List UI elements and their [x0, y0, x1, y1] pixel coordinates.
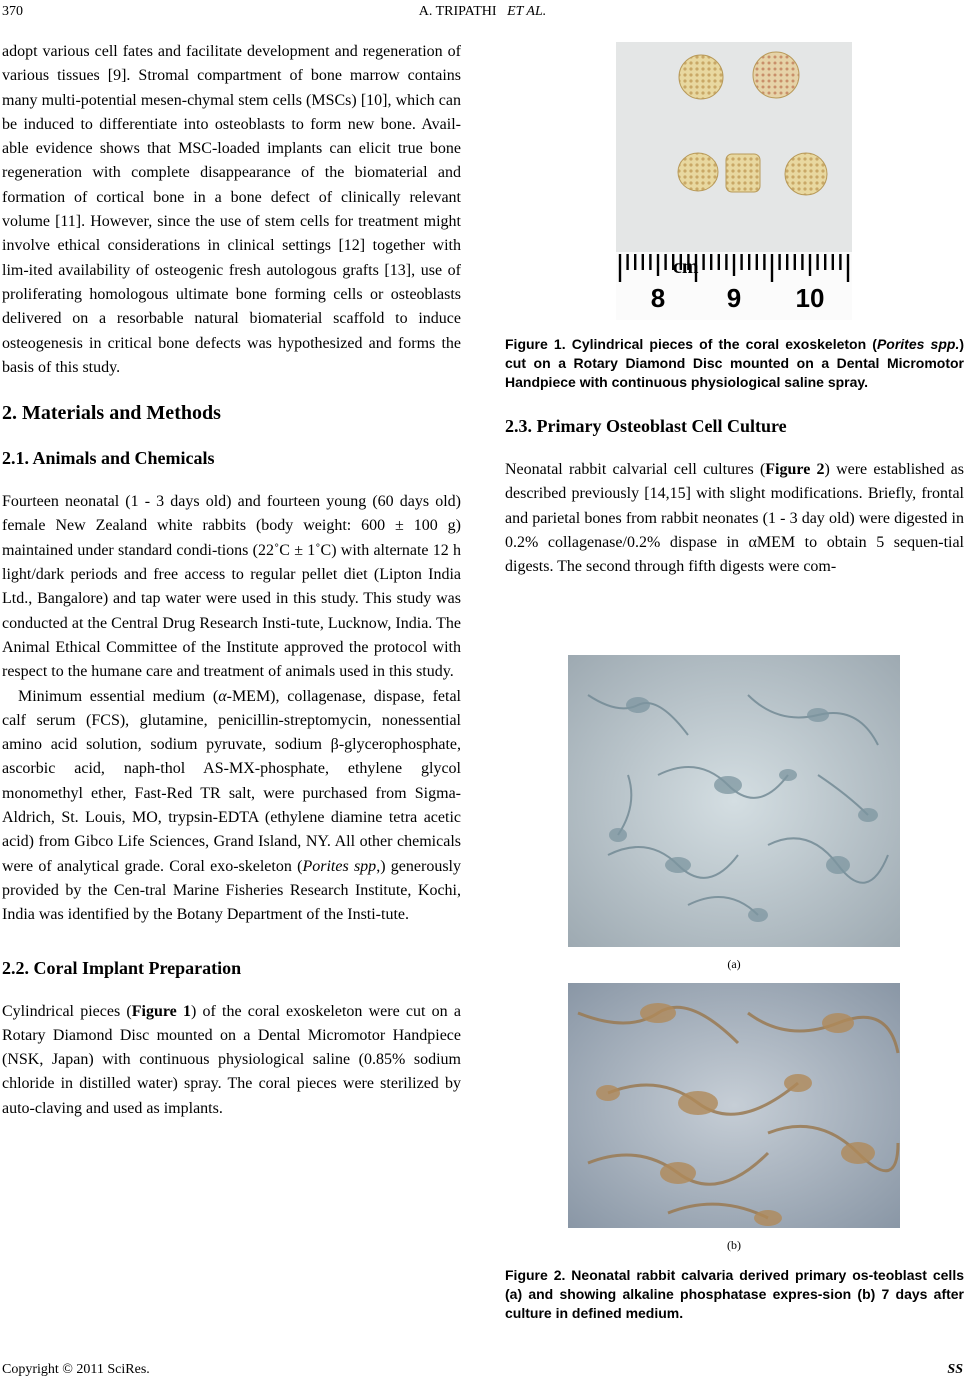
- p2-porites: Porites spp: [302, 857, 377, 875]
- fig1-caption-b: ) cut on a Rotary Diamond Disc mounted on a Dental Micromotor Handpiece with continuous physiological saline spray.: [505, 336, 964, 390]
- page-footer: [0, 1362, 965, 1382]
- running-title-author: A. TRIPATHI: [418, 4, 497, 19]
- figure-2a-label: (a): [727, 957, 741, 971]
- page-number: 370: [2, 4, 23, 19]
- page-header: [0, 4, 965, 24]
- section-2-3-heading: 2.3. Primary Osteoblast Cell Culture: [505, 416, 787, 436]
- running-title: [0, 4, 965, 20]
- p2-alpha: α: [218, 687, 227, 705]
- section-2-2-heading: 2.2. Coral Implant Preparation: [2, 957, 242, 978]
- p23-text-a: Neonatal rabbit calvarial cell cultures (: [505, 461, 766, 478]
- figure-2-caption: Figure 2. Neonatal rabbit calvaria derived primary os-teoblast cells (a) and showing alkaline phosphatase expres-sion (b) 7 days after culture in defined medium.: [505, 1267, 964, 1321]
- ruler-unit: cm: [673, 256, 699, 278]
- section-2-3-paragraph: [505, 458, 964, 579]
- journal-abbreviation: SS: [947, 1362, 963, 1377]
- section-2-2-paragraph: [2, 1000, 461, 1121]
- copyright-notice: Copyright © 2011 SciRes.: [2, 1362, 150, 1377]
- figure-2a-micrograph: [568, 655, 900, 947]
- figure-2b-micrograph: [568, 983, 900, 1228]
- p23-text-b: ) were established as described previously [14,15] with slight modifications. Briefly, frontal and parietal bones from rabbit neonates (1 - 3 day old) were digested in 0.2% collagenase/0.2% dispase in αMEM to obtain 5 sequen-tial digests. The second through fifth digests were com-: [505, 461, 965, 576]
- micrograph-b-illustration: [568, 983, 900, 1228]
- ruler-number: 9: [726, 283, 742, 313]
- fig1-caption-italic: Porites spp.: [876, 336, 960, 352]
- figure-1-caption: [505, 335, 964, 392]
- section-2-heading: 2. Materials and Methods: [2, 402, 221, 425]
- running-title-etal: ET AL.: [507, 4, 547, 19]
- figure-1-reference: Figure 1: [131, 1002, 191, 1020]
- left-column: [2, 40, 461, 1121]
- p22-text-b: ) of the coral exoskeleton were cut on a Rotary Diamond Disc mounted on a Dental Micromotor Handpiece (NSK, Japan) with continuous physiological saline (0.85% sodium chloride in distilled water) spray. The coral pieces were sterilized by auto-claving and used as implants.: [2, 1002, 461, 1117]
- ruler-number: 10: [795, 283, 825, 313]
- fig1-caption-a: Figure 1. Cylindrical pieces of the coral exoskeleton (: [505, 336, 877, 352]
- section-2-1-paragraph-1: Fourteen neonatal (1 - 3 days old) and fourteen young (60 days old) female New Zealand white rabbits (body weight: 600 ± 100 g) maintained under standard condi-tions (22˚C ± 1˚C) with alternate 12 h light/dark periods and free access to regular pellet diet (Lipton India Ltd., Bangalore) and tap water were used in this study. This study was conducted at the Central Drug Research Insti-tute, Lucknow, India. The Animal Ethical Committee of the Institute approved the protocol with respect to the humane care and treatment of animals used in this study.: [2, 493, 461, 681]
- intro-paragraph: adopt various cell fates and facilitate development and regeneration of various tissues [9]. Stromal compartment of bone marrow contains many multi-potential mesen-chymal stem cells (MSCs) [10], which can be induced to differentiate into osteoblasts to form new bone. Avail-able evidence shows that MSC-loaded implants can elicit true bone regeneration with complete disappearance of the biomaterial and formation of cortical bone in a bone defect of clinically relevant volume [11]. However, since the use of stem cells for treatment might involve ethical considerations in clinical settings [12] together with lim-ited availability of osteogenic fresh autologous grafts [13], use of proliferating homologous ultimate bone forming cells or osteoblasts delivered on a resorbable natural biomaterial scaffold to induce osteogenesis in critical bone defects was hypothesized and forms the basis of this study.: [2, 43, 461, 376]
- ruler-number: 8: [650, 283, 666, 313]
- section-2-1-paragraph-2: [2, 685, 461, 928]
- micrograph-a-illustration: [568, 655, 900, 947]
- p22-text-a: Cylindrical pieces (: [2, 1002, 132, 1020]
- p2-text-a: Minimum essential medium (: [18, 687, 219, 705]
- section-2-1-heading: 2.1. Animals and Chemicals: [2, 448, 215, 469]
- figure-2-reference: Figure 2: [765, 461, 825, 478]
- p2-text-b: -MEM), collagenase, dispase, fetal calf serum (FCS), glutamine, penicillin-streptomycin, nonessential amino acid solution, sodium pyruvate, sodium β-glycerophosphate, ascorbic acid, naph-thol AS-MX-phosphate, ethylene glycol monomethyl ether, Fast-Red TR salt, were purchased from Sigma-Aldrich, St. Louis, MO, trypsin-EDTA (ethylene diamine tetra acetic acid) from Gibco Life Sciences, Grand Island, NY. All other chemicals were of analytical grade. Coral exo-skeleton (: [2, 687, 461, 875]
- p2-text-c: ,) generously provided by the Cen-tral Marine Fisheries Research Institute, Kochi, India was identified by the Botany Department of the Insti-tute.: [2, 857, 461, 924]
- figure-2b-label: (b): [727, 1238, 741, 1252]
- right-column: [505, 40, 964, 579]
